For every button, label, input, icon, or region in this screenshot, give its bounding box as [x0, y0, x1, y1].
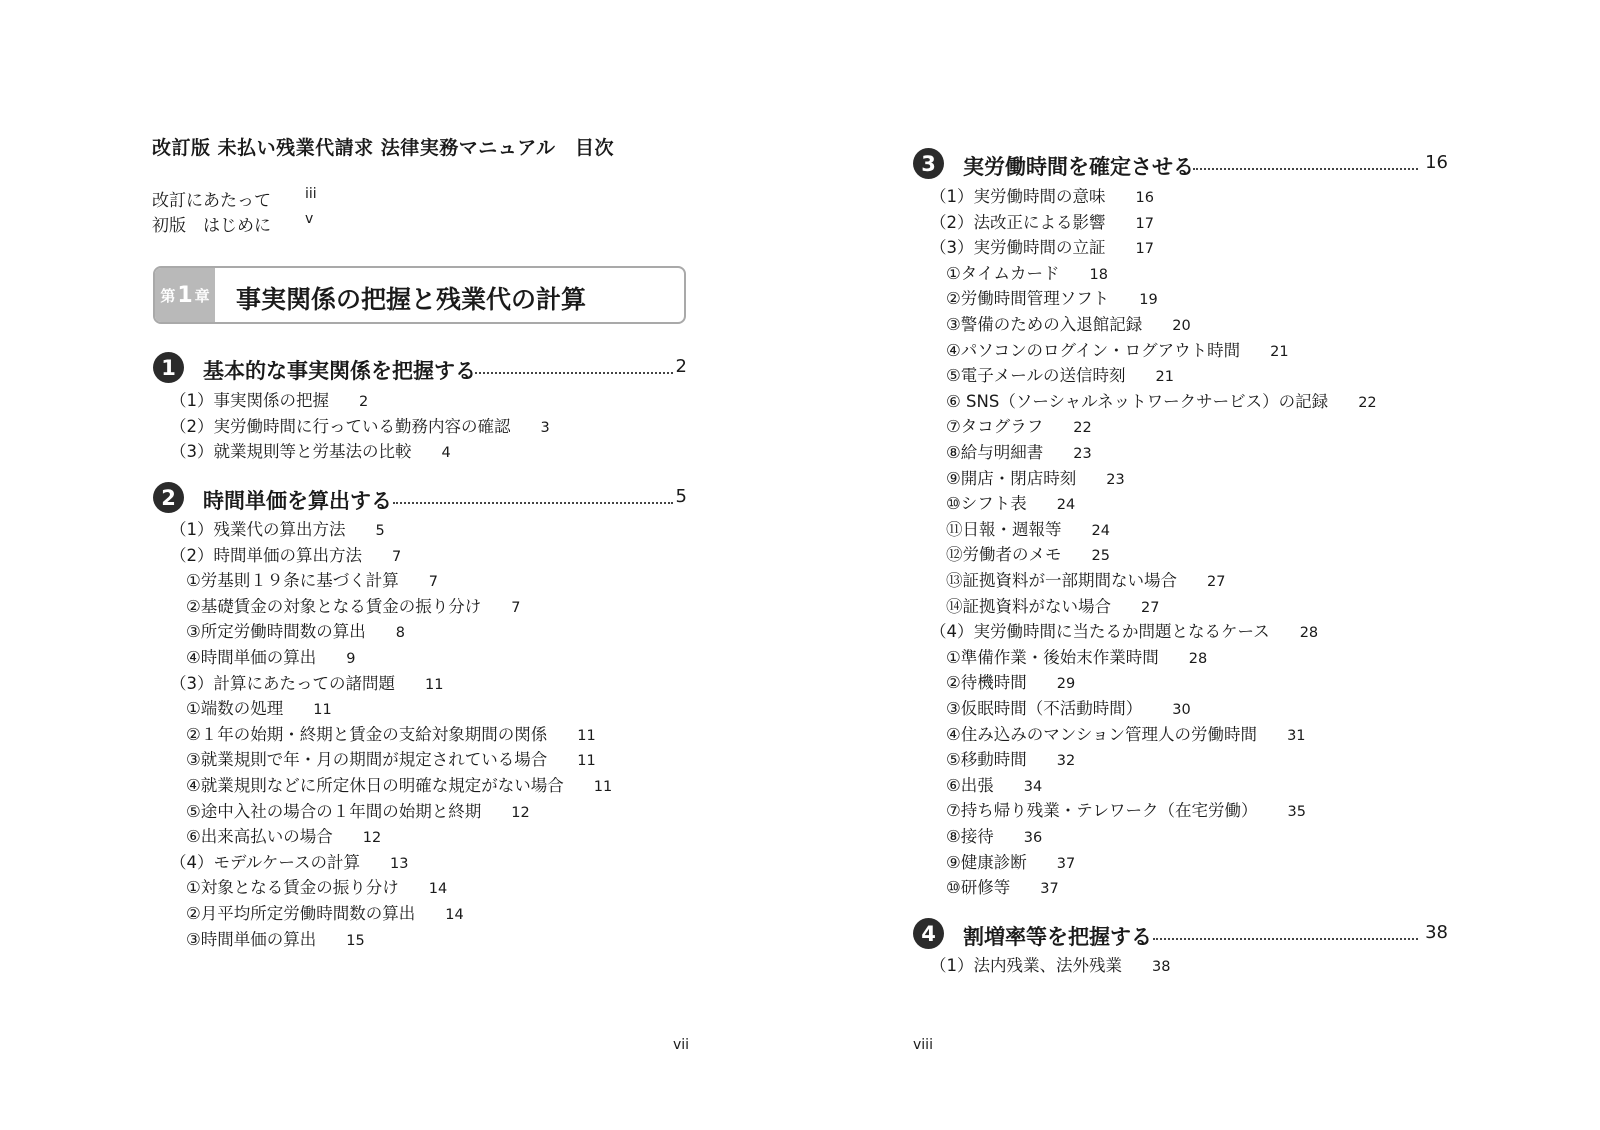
chapter-tab	[155, 268, 215, 322]
toc-subentry[interactable]	[186, 570, 438, 593]
entry-label: （1）事実関係の把握	[170, 391, 329, 410]
entry-page: 11	[313, 702, 332, 719]
toc-subentry[interactable]	[946, 724, 1306, 747]
toc-subentry[interactable]	[946, 570, 1225, 593]
page-number: viii	[913, 1037, 933, 1053]
toc-entry[interactable]	[170, 416, 550, 439]
section-title: 割増率等を把握する	[963, 925, 1152, 949]
toc-subentry[interactable]	[186, 596, 521, 619]
toc-entry[interactable]	[930, 955, 1170, 978]
entry-page: 5	[375, 523, 385, 539]
entry-label: ⑩シフト表	[946, 494, 1027, 514]
toc-subentry[interactable]	[946, 672, 1075, 695]
entry-page: 21	[1270, 343, 1289, 360]
entry-label: ⑥ SNS（ソーシャルネットワークサービス）の記録	[946, 391, 1329, 411]
section-title: 実労働時間を確定させる	[963, 155, 1194, 179]
entry-label: ①労基則１９条に基づく計算	[186, 571, 399, 591]
chapter-suffix: 章	[194, 286, 210, 305]
entry-page: 14	[428, 881, 448, 898]
entry-label: （3）就業規則等と労基法の比較	[170, 442, 412, 462]
entry-page: 15	[346, 932, 365, 949]
toc-subentry[interactable]	[946, 468, 1125, 491]
entry-page: 17	[1135, 215, 1154, 232]
entry-label: ①タイムカード	[946, 263, 1060, 283]
entry-page: 11	[577, 753, 596, 770]
toc-subentry[interactable]	[186, 903, 464, 926]
section-heading[interactable]	[913, 918, 1448, 952]
entry-page: 20	[1172, 318, 1191, 334]
entry-label: （1）法内残業、法外残業	[930, 956, 1122, 975]
entry-label: ⑧接待	[946, 827, 994, 846]
front-matter-label: 改訂にあたって	[152, 191, 271, 211]
toc-subentry[interactable]	[186, 724, 596, 747]
section-number-badge: 3	[913, 148, 944, 179]
entry-page: 4	[441, 445, 451, 462]
entry-label: ④就業規則などに所定休日の明確な規定がない場合	[186, 776, 564, 795]
entry-page: 14	[445, 907, 464, 923]
toc-subentry[interactable]	[186, 698, 332, 721]
toc-subentry[interactable]	[946, 365, 1174, 388]
entry-label: （2）時間単価の算出方法	[170, 545, 362, 565]
entry-label: ⑤電子メールの送信時刻	[946, 366, 1126, 386]
entry-page: 38	[1152, 959, 1171, 975]
toc-subentry[interactable]	[946, 596, 1159, 619]
entry-page: 16	[1135, 190, 1154, 206]
entry-page: 8	[395, 625, 406, 642]
section-page: 16	[1425, 152, 1448, 173]
entry-label: （1）残業代の算出方法	[170, 520, 346, 539]
entry-page: 23	[1106, 471, 1125, 488]
entry-label: ⑨健康診断	[946, 852, 1027, 872]
entry-page: 28	[1299, 625, 1319, 642]
section-heading[interactable]	[913, 148, 1448, 182]
entry-label: ③所定労働時間数の算出	[186, 622, 366, 642]
entry-page: 21	[1155, 369, 1174, 386]
section-page: 38	[1425, 922, 1448, 943]
entry-page: 12	[511, 804, 530, 821]
toc-entry[interactable]	[930, 237, 1154, 260]
toc-entry[interactable]	[170, 441, 451, 464]
entry-page: 7	[428, 574, 439, 591]
entry-label: ②基礎賃金の対象となる賃金の振り分け	[186, 596, 482, 616]
toc-entry[interactable]	[170, 519, 385, 542]
entry-label: ⑬証拠資料が一部期間ない場合	[946, 571, 1177, 590]
toc-subentry[interactable]	[946, 493, 1075, 516]
entry-label: ⑥出張	[946, 775, 994, 795]
dot-leader	[393, 502, 673, 504]
book-title: 改訂版 未払い残業代請求 法律実務マニュアル 目次	[152, 137, 614, 159]
chapter-heading[interactable]	[153, 266, 686, 324]
toc-subentry[interactable]	[186, 775, 612, 798]
toc-subentry[interactable]	[946, 698, 1191, 721]
toc-subentry[interactable]	[186, 621, 405, 644]
entry-label: ⑧給与明細書	[946, 443, 1044, 462]
entry-page: 22	[1358, 394, 1377, 411]
chapter-title: 事実関係の把握と残業代の計算	[236, 285, 587, 314]
entry-label: ①端数の処理	[186, 699, 284, 719]
page-number: vii	[673, 1037, 690, 1053]
entry-page: 25	[1091, 548, 1110, 565]
toc-entry[interactable]	[170, 390, 368, 413]
front-matter-item[interactable]	[152, 186, 317, 211]
toc-subentry[interactable]	[946, 340, 1289, 363]
entry-page: 32	[1056, 753, 1076, 770]
toc-subentry[interactable]	[946, 314, 1191, 337]
entry-label: ⑥出来高払いの場合	[186, 827, 333, 847]
toc-entry[interactable]	[170, 852, 408, 875]
entry-page: 7	[392, 548, 402, 565]
toc-subentry[interactable]	[186, 877, 447, 900]
entry-label: （1）実労働時間の意味	[930, 187, 1106, 206]
front-matter-item[interactable]	[152, 211, 314, 236]
entry-page: 19	[1139, 292, 1158, 309]
entry-label: ④住み込みのマンション管理人の労働時間	[946, 724, 1258, 744]
entry-page: 27	[1141, 599, 1160, 616]
entry-label: ③就業規則で年・月の期間が規定されている場合	[186, 750, 548, 770]
entry-page: 2	[359, 394, 369, 410]
entry-label: ⑪日報・週報等	[946, 519, 1062, 539]
entry-page: 30	[1172, 702, 1191, 718]
section-number-badge: 2	[153, 482, 184, 513]
dot-leader	[1193, 168, 1418, 170]
entry-label: ②１年の始期・終期と賃金の支給対象期間の関係	[186, 724, 548, 744]
toc-subentry[interactable]	[186, 826, 381, 849]
toc-subentry[interactable]	[946, 749, 1075, 772]
toc-entry[interactable]	[930, 621, 1318, 644]
toc-subentry[interactable]	[946, 288, 1158, 311]
entry-label: （4）実労働時間に当たるか問題となるケース	[930, 622, 1270, 642]
entry-label: ④時間単価の算出	[186, 648, 317, 667]
entry-page: 11	[577, 727, 596, 744]
toc-subentry[interactable]	[186, 801, 530, 824]
entry-label: ⑭証拠資料がない場合	[946, 596, 1111, 616]
entry-page: 27	[1207, 574, 1226, 590]
toc-subentry[interactable]	[946, 800, 1306, 823]
section-number-badge: 1	[153, 352, 184, 383]
entry-page: 28	[1188, 650, 1208, 667]
entry-label: ①準備作業・後始末作業時間	[946, 647, 1159, 667]
entry-page: 3	[540, 419, 550, 436]
entry-label: ⑩研修等	[946, 878, 1011, 898]
toc-subentry[interactable]	[186, 929, 365, 952]
entry-page: 29	[1056, 676, 1076, 693]
dot-leader	[475, 372, 673, 374]
entry-label: （4）モデルケースの計算	[170, 852, 361, 872]
toc-subentry[interactable]	[946, 544, 1110, 567]
entry-label: ⑦タコグラフ	[946, 417, 1044, 437]
entry-label: ⑦持ち帰り残業・テレワーク（在宅労働）	[946, 801, 1258, 821]
front-matter-page: v	[305, 211, 314, 227]
dot-leader	[1153, 938, 1418, 940]
chapter-number: 1	[177, 282, 193, 308]
toc-subentry[interactable]	[946, 775, 1042, 798]
entry-page: 24	[1056, 497, 1076, 514]
section-heading[interactable]	[153, 352, 687, 386]
toc-entry[interactable]	[170, 545, 401, 568]
entry-label: （3）実労働時間の立証	[930, 238, 1106, 258]
toc-subentry[interactable]	[946, 826, 1042, 849]
entry-page: 12	[362, 830, 382, 847]
entry-page: 24	[1091, 522, 1110, 539]
entry-page: 37	[1040, 881, 1059, 898]
entry-label: ③仮眠時間（不活動時間）	[946, 699, 1143, 718]
entry-page: 13	[390, 855, 409, 872]
toc-subentry[interactable]	[946, 852, 1075, 875]
entry-page: 36	[1023, 830, 1043, 846]
section-title: 時間単価を算出する	[203, 489, 392, 513]
entry-page: 23	[1073, 446, 1092, 462]
toc-subentry[interactable]	[186, 647, 356, 670]
entry-label: ①対象となる賃金の振り分け	[186, 878, 399, 898]
front-matter-label: 初版 はじめに	[152, 216, 271, 236]
toc-entry[interactable]	[930, 212, 1154, 235]
toc-subentry[interactable]	[186, 749, 596, 772]
entry-page: 31	[1287, 727, 1306, 744]
entry-label: （2）実労働時間に行っている勤務内容の確認	[170, 416, 511, 436]
entry-page: 22	[1073, 420, 1092, 437]
toc-subentry[interactable]	[946, 442, 1092, 465]
entry-page: 9	[346, 651, 356, 667]
entry-page: 11	[593, 779, 613, 795]
entry-page: 7	[511, 599, 521, 616]
entry-label: ⑤移動時間	[946, 750, 1027, 770]
right-page	[800, 0, 1600, 1130]
entry-label: （3）計算にあたっての諸問題	[170, 673, 395, 693]
entry-label: ③時間単価の算出	[186, 929, 317, 949]
section-number-badge: 4	[913, 918, 944, 949]
toc-subentry[interactable]	[946, 519, 1110, 542]
entry-page: 37	[1056, 855, 1076, 872]
toc-subentry[interactable]	[946, 877, 1059, 900]
entry-page: 34	[1023, 778, 1043, 795]
toc-subentry[interactable]	[946, 647, 1207, 670]
entry-label: ②待機時間	[946, 673, 1027, 693]
entry-label: ⑫労働者のメモ	[946, 545, 1062, 565]
section-page: 2	[675, 356, 687, 377]
section-heading[interactable]	[153, 482, 687, 516]
entry-label: ③警備のための入退館記録	[946, 315, 1143, 334]
section-page: 5	[675, 486, 687, 507]
entry-page: 18	[1089, 266, 1108, 283]
entry-label: ②労働時間管理ソフト	[946, 289, 1110, 309]
toc-entry[interactable]	[170, 673, 443, 696]
entry-page: 11	[425, 676, 444, 693]
toc-subentry[interactable]	[946, 416, 1092, 439]
front-matter-page: iii	[305, 186, 317, 202]
chapter-prefix: 第	[160, 286, 176, 305]
entry-label: ⑨開店・閉店時刻	[946, 468, 1077, 488]
toc-subentry[interactable]	[946, 391, 1377, 414]
entry-label: （2）法改正による影響	[930, 212, 1106, 232]
toc-subentry[interactable]	[946, 263, 1108, 286]
entry-label: ⑤途中入社の場合の１年間の始期と終期	[186, 801, 482, 821]
toc-entry[interactable]	[930, 186, 1154, 209]
entry-page: 35	[1287, 804, 1306, 821]
section-title: 基本的な事実関係を把握する	[203, 359, 476, 383]
entry-label: ④パソコンのログイン・ログアウト時間	[946, 340, 1241, 360]
entry-label: ②月平均所定労働時間数の算出	[186, 904, 416, 923]
entry-page: 17	[1135, 241, 1154, 258]
